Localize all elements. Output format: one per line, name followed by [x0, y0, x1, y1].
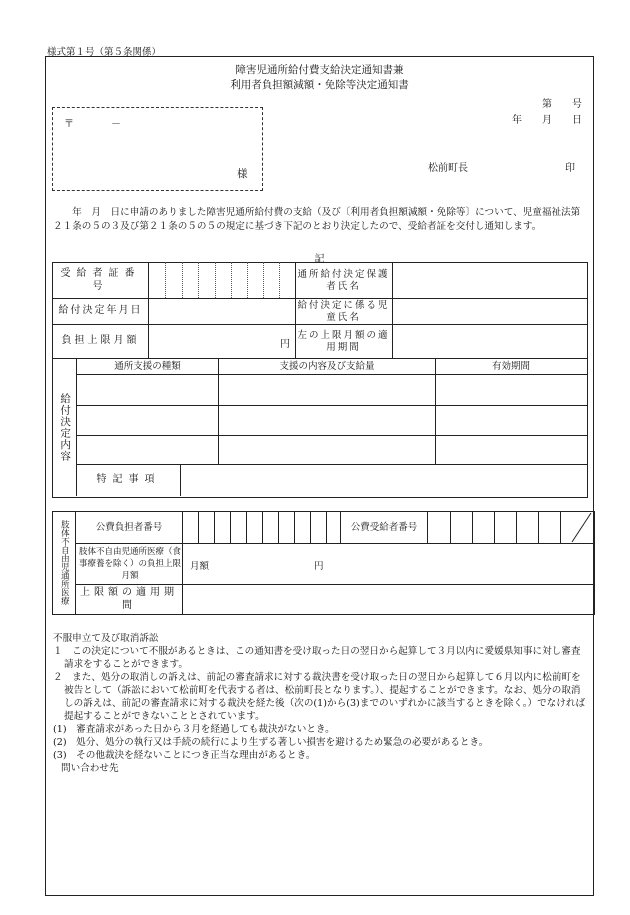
medical-limit-label: 肢体不自由児通所医療（食事療養を除く）の負担上限月額 [78, 547, 181, 581]
col-service-type: 通所支援の種類 [114, 360, 181, 372]
guardian-name-label: 通所給付決定保護者氏名 [297, 268, 390, 292]
decision-date-label: 給付決定年月日 [58, 305, 143, 317]
public-recipient-number-label: 公費受給者番号 [350, 521, 418, 533]
title-line-1: 障害児通所給付費支給決定通知書兼 [235, 64, 404, 76]
limit-yen: 円 [280, 339, 290, 350]
notes-item-1: １ この決定について不服があるときは、この通知書を受け取った日の翌日から起算して３月以内に愛媛県知事に対し審査請求をすることができます。 [53, 646, 581, 670]
issuer-seal: 印 [565, 163, 575, 174]
payer-number-label: 公費負担者番号 [95, 521, 163, 533]
notes-item-5: (3) その他裁決を経ないことにつき正当な理由があるとき。 [53, 750, 316, 761]
title-line-2: 利用者負担額減額・免除等決定通知書 [230, 79, 409, 91]
honorific: 様 [237, 168, 248, 180]
postal-mark: 〒 [64, 119, 74, 130]
inquiry-label: 問い合わせ先 [61, 763, 119, 774]
notes-item-4: (2) 処分、処分の執行又は手続の続行により生ずる著しい損害を避けるため緊急の必要があるとき。 [53, 737, 489, 748]
address-box [52, 107, 263, 191]
diagonal-slash [570, 512, 592, 543]
postal-dash: － [111, 119, 121, 130]
notes-item-3: (1) 審査請求があった日から３月を経過しても裁決がないとき。 [53, 724, 335, 735]
form-number: 様式第１号（第５条関係） [47, 47, 162, 58]
medical-side-label: 肢体不自由児通所医療 [59, 520, 70, 605]
child-name-label: 給付決定に係る児童氏名 [297, 299, 390, 323]
limit-period-label: 左の上限月額の適用期間 [297, 329, 390, 353]
col-support-content: 支援の内容及び支給量 [279, 360, 375, 372]
recipient-number-label: 受給者証番号 [60, 268, 141, 292]
notes-heading: 不服申立て及び取消訴訟 [53, 633, 159, 644]
medical-period-label: 上限額の適用期間 [80, 587, 178, 611]
appeal-notes [53, 632, 589, 775]
limit-label: 負担上限月額 [61, 335, 140, 347]
issuer-name: 松前町長 [428, 163, 468, 174]
ki-label: 記 [314, 254, 325, 265]
body-text: 年 月 日に申請のありました障害児通所給付費の支給（及び〔利用者負担額減額・免除等〕について、児童福祉法第２１条の５の３及び第２１条の５の５の規定に基づき下記のとおり決定したので、受給者証を交付し通知します。 [53, 207, 581, 232]
monthly-label: 月額 [190, 561, 210, 572]
content-section-label: 給付決定内容 [59, 392, 72, 462]
document-date: 年 月 日 [512, 115, 582, 126]
medical-yen: 円 [314, 561, 324, 572]
col-valid-period: 有効期間 [491, 360, 530, 372]
notes-item-2: ２ また、処分の取消しの訴えは、前記の審査請求に対する裁決書を受け取った日の翌日から起算して６月以内に松前町を被告として（訴訟において松前町を代表する者は、松前町長となります。）、提起することができます。なお、処分の取消しの訴えは、前記の審査請求に対する裁決を経た後（次の(1)から(3)までのいずれかに該当するときを除く。）でなければ提起することができないこととされています。 [53, 672, 586, 722]
document-number: 第 号 [542, 99, 582, 110]
special-notes-label: 特記事項 [96, 474, 161, 486]
